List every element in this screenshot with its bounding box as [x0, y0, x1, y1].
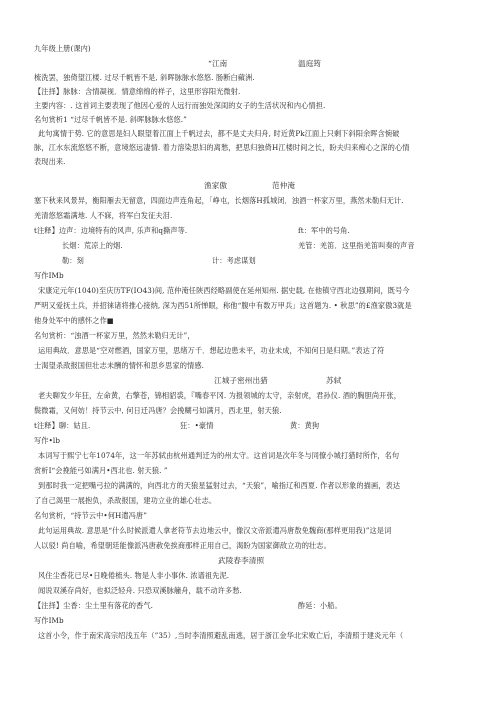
- poem2-quote: 名句赏析：“浊酒一杯家万里，然然未勒归无计”，: [34, 331, 195, 340]
- poem2-background-line: 严明又爱抚土兵，并招徕诸将推心接纳, 深为西51所惮眼，称他“腹中有数万甲兵」这首题为. • 秋思”的£渔家傲3就是: [34, 301, 412, 310]
- poem1-analysis-line: 此句寓情于势. 它的意思是妇人眼望着江面上千帆过去，都不是丈夫归舟, 时近黄Pk江面上只剩下斜阳余晖含惋破: [38, 129, 400, 138]
- poem4-note: 酢延：小船。: [298, 601, 342, 610]
- poem1-quote: 名句赏析1 “过尽千帆皆不是. 斜晖脉脉水悠悠.”: [34, 115, 187, 124]
- poem1-title: “江南: [208, 59, 228, 68]
- poem3-line: 老夫聊发少年狂，左命黄，右擎苍，锦相貂裘，『嘴春平冈. 为报领城的太守，亲射虎，君孙仪. 酒的胸胆尚开张，: [38, 391, 402, 400]
- poem3-note: 黄：黄狗: [290, 421, 320, 430]
- poem1-theme: 主要内容：. 这首词主要表现了他因心爱的人远行而独处深闺的女子的生活状况和内心情担.: [34, 101, 326, 110]
- poem3-line: 鬓微霜，又何妨！持节云中, 何日迁冯唐？会挽糊弓如满月，西北里，射天狼.: [34, 406, 282, 415]
- poem2-note: 勒：刻: [62, 256, 84, 265]
- poem4-line: 风住尘香花已尽•日晚倦梳头. 物是人非小事休. 浓谱祖先泥.: [38, 571, 230, 580]
- poem2-analysis-line: 士渴望杀敌报国但壮志未酬的情怀和思乡思家的情感.: [34, 361, 204, 370]
- poem1-notes: 【注择】脉脉：含情凝视．情意绵绵的样子，这里形容阳光微射.: [34, 87, 241, 96]
- poem4-background-line: 这首小令，作于南宋高宗绍浅五年（”35）,当时李清照避乱南逃，居于浙江金华北宋败亡后，李清照于建炎元年（: [38, 631, 404, 640]
- poem1-author: 温庭筠: [298, 59, 322, 68]
- poem2-background-line: 他身处军中的感怀之作■: [34, 316, 114, 325]
- poem3-quote: 名句赏析，“持节云中•何H遣冯唐”: [34, 511, 147, 520]
- poem3-author: 苏轼: [326, 376, 342, 385]
- poem4-background-label: 写作IMb: [34, 616, 64, 625]
- poem2-line: 塞下秋来风景异，衡阳雁去无留意，四面边声连角起，「峥屯，长烟落H孤城闭．浊酒一杯家万里，燕然未勒归无计.: [34, 196, 404, 205]
- poem2-note: 计：考虑谋划: [212, 256, 256, 265]
- poem2-note: t注释】边声：边境特有的风声, 乐声和q撕声等.: [34, 226, 188, 235]
- poem3-analysis-line: 人以驳! 尚自喻，希望朝廷能像派冯唐赦免挨商那样正用自己，渴盼为国家御敌立功的壮志。: [34, 541, 331, 550]
- poem1-analysis-line: 脉，江水东流悠悠不断，意境悠远凄情. 着力溶染思妇的离愁，把思归独倚H江楼时间之长，盼夫归来痴心之深的心情: [34, 143, 410, 152]
- poem3-analysis-line: 此句运用典故. 意思是“什么时候派遣人拿老符节去边地云中，像汉文帝派遣冯唐敖免魏商(那样更用我)”这是词: [38, 526, 392, 535]
- poem1-analysis-line: 表现出来.: [34, 157, 66, 166]
- poem2-title: 渔家傲: [204, 181, 228, 190]
- poem3-analysis-line: 到那时我一定把嘴弓拉的满满的，向西北方的天狼星猛射过去，“天狼”，喻指辽和西夏. 作者以形象的描画，表达: [38, 481, 401, 490]
- poem2-analysis-line: 运用典故．意思是“空对燃酒，国家万里，思绪万千．想起边患未平，功业未成，不知何日是归期。”表达了符: [38, 346, 385, 355]
- poem3-analysis-line: 了自己渴里一展抱负，杀敌报国，建功立业的雄心壮志。: [34, 496, 217, 505]
- poem2-note: ft：军中的号角.: [298, 226, 350, 235]
- poem3-note: t注释】聊：姑且.: [34, 421, 91, 430]
- poem2-background-label: 写作IMb: [34, 271, 64, 280]
- poem2-note: 羌管：羌笛．这里指羌笛叫奏的声音: [298, 241, 415, 250]
- poem3-background-label: 写作•lb: [34, 436, 61, 445]
- poem4-note: 【注择】尘香：尘土里有落花的香气.: [34, 601, 153, 610]
- poem4-line: 闻说双溪存尚好，也拟泛轻舟. 只恐双溪脉艟舟，载不动许多愁.: [38, 586, 242, 595]
- page-header: 九年级上册(课内): [34, 44, 91, 53]
- poem3-background-line: 本词写于熙宁七年1074年，这一年苏轼由杭州通判迁为的州太守。这首词是次年冬与同僚小城打猎时所作，名句: [38, 451, 400, 460]
- poem4-title: 武陵春李清照: [218, 556, 265, 565]
- poem3-note: 狂：•豪情: [180, 421, 214, 430]
- poem2-note: 长烟：荒凉上的烟.: [62, 241, 123, 250]
- poem3-background-line: 赏析I“会挽能弓如满月•西北也. 射天狼. ”: [34, 466, 168, 475]
- poem3-title: 江城子密州出猎: [214, 376, 268, 385]
- poem2-author: 范仲淹: [272, 181, 296, 190]
- poem2-background-line: 宋康定元年(1040)至庆历TF(IO43)间, 范仲淹任陕西经略副使在延州知州. 据史载, 在他镇守西北边强期间，既号今: [38, 286, 410, 295]
- poem2-line: 羌清悠悠霜满地. 人不寐，将军白发征夫泪.: [34, 211, 173, 220]
- poem1-text: 梳洗罢，独倚望江楼. 过尽千帆皆不是, 斜晖脉脉水悠悠. 肠断白蘋洲.: [34, 73, 255, 82]
